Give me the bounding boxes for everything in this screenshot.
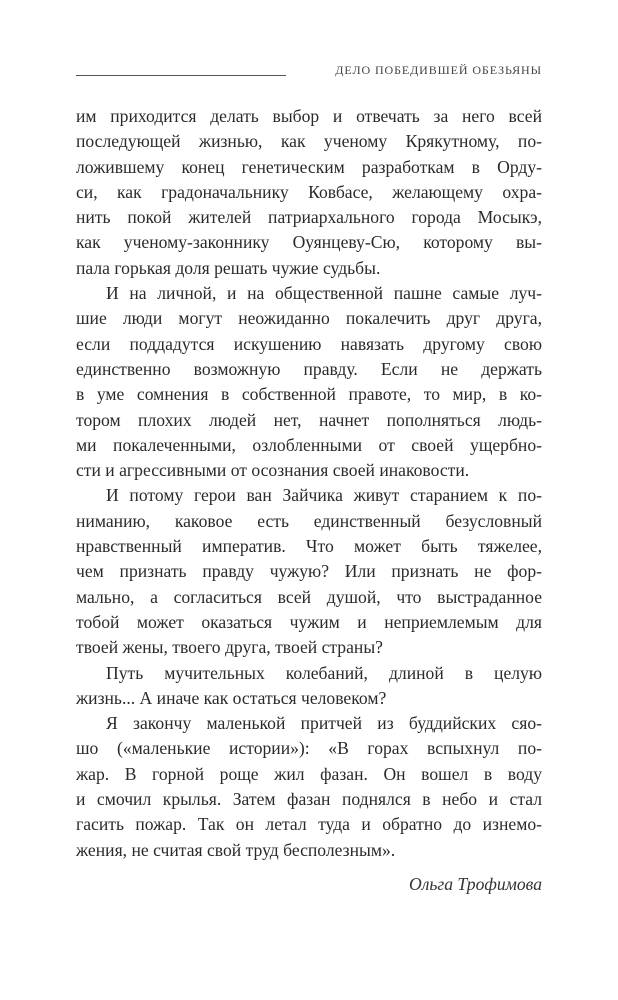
text-line: тором плохих людей нет, начнет пополняться людь- (76, 409, 542, 430)
text-line: жения, не считая свой труд бесполезным». (76, 839, 396, 860)
running-title: ДЕЛО ПОБЕДИВШЕЙ ОБЕЗЬЯНЫ (335, 63, 542, 77)
text-line: си, как градоначальнику Ковбасе, желающему охра- (76, 181, 542, 202)
running-header (76, 62, 542, 78)
paragraph (76, 281, 542, 483)
paragraph (76, 483, 542, 660)
text-line: в уме сомнения в собственной правоте, то мир, в ко- (76, 384, 542, 405)
text-line: И на личной, и на общественной пашне самые луч- (106, 283, 542, 304)
paragraph (76, 711, 542, 863)
paragraph (76, 104, 542, 281)
text-line: пала горькая доля решать чужие судьбы. (76, 257, 381, 278)
text-line: жар. В горной роще жил фазан. Он вошел в воду (76, 763, 542, 784)
author-signature: Ольга Трофимова (408, 874, 542, 894)
text-line: сти и агрессивными от осознания своей инаковости. (76, 460, 470, 481)
text-line: Путь мучительных колебаний, длиной в целую (106, 662, 542, 683)
text-line: гасить пожар. Так он летал туда и обратно до изнемо- (76, 814, 542, 835)
text-line: Я закончу маленькой притчей из буддийских сяо- (106, 713, 542, 734)
text-line: ниманию, каковое есть единственный безусловный (76, 510, 542, 531)
text-line: последующей жизнью, как ученому Крякутному, по- (76, 131, 542, 152)
text-line: тобой может оказаться чужим и неприемлемым для (76, 611, 542, 632)
text-line: твоей жены, твоего друга, твоей страны? (76, 637, 383, 658)
text-line: шо («маленькие истории»): «В горах вспыхнул по- (76, 738, 542, 759)
text-line: ложившему конец генетическим разработкам в Орду- (76, 156, 542, 177)
text-line: мально, а согласиться всей душой, что выстраданное (76, 586, 542, 607)
text-line: жизнь... А иначе как остаться человеком? (76, 687, 387, 708)
text-line: нить покой жителей патриархального города Мосыкэ, (76, 207, 542, 228)
text-line: чем признать правду чужую? Или признать не фор- (76, 561, 542, 582)
text-line: ми покалеченными, озлобленными от своей ущербно- (76, 434, 542, 455)
text-line: как ученому-законнику Оуянцеву-Сю, которому вы- (76, 232, 542, 253)
text-line: и смочил крылья. Затем фазан поднялся в небо и стал (76, 789, 542, 810)
header-rule (76, 75, 286, 76)
body-text (76, 104, 542, 863)
text-line: И потому герои ван Зайчика живут старанием к по- (106, 485, 542, 506)
text-line: единственно возможную правду. Если не держать (76, 358, 542, 379)
text-line: если поддадутся искушению навязать другому свою (76, 333, 542, 354)
text-line: шие люди могут неожиданно покалечить друг друга, (76, 308, 542, 329)
text-line: нравственный императив. Что может быть тяжелее, (76, 536, 542, 557)
text-line: им приходится делать выбор и отвечать за него всей (76, 106, 542, 126)
paragraph (76, 661, 542, 712)
